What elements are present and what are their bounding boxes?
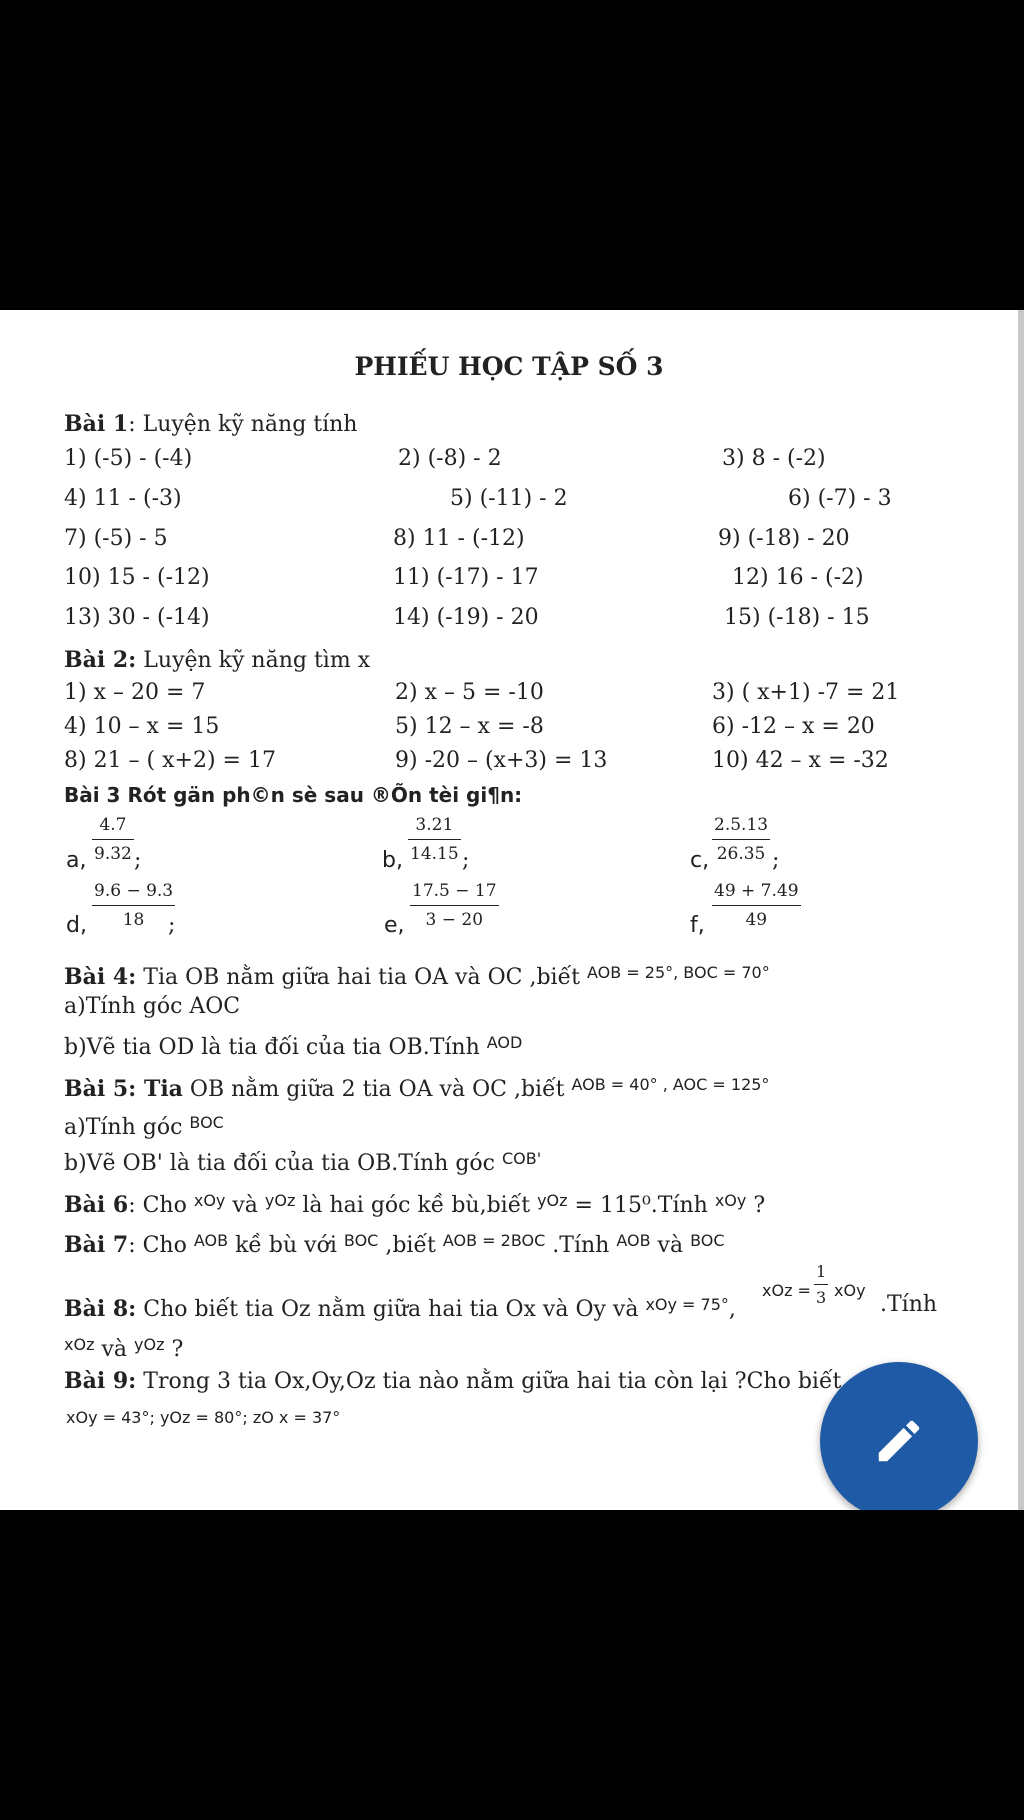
bai5-statement: Bài 5: Tia OB nằm giữa 2 tia OA và OC ,biết $^{AOB = 40^\circ , AOC = 125^\circ}$ xyxy=(64,1075,770,1102)
bai8-angle: xOy xyxy=(834,1281,866,1300)
page-title: PHIẾU HỌC TẬP SỐ 3 xyxy=(354,352,664,381)
bai2-item: 8) 21 – ( x+2) = 17 xyxy=(64,748,276,773)
fraction-sep: ; xyxy=(134,848,142,873)
fraction-label: f, xyxy=(690,913,705,938)
fraction-a: $\frac{4.7}{9.32}$ xyxy=(94,815,132,864)
fraction-d: $\frac{9.6 - 9.3}{18}$ xyxy=(94,881,174,930)
bai2-item: 3) ( x+1) -7 = 21 xyxy=(712,680,900,705)
bai1-heading: Bài 1: Luyện kỹ năng tính xyxy=(64,411,358,437)
bai1-item: 5) (-11) - 2 xyxy=(450,486,568,511)
bai1-item: 11) (-17) - 17 xyxy=(393,565,539,590)
bai1-item: 2) (-8) - 2 xyxy=(398,446,502,471)
bai5-part-b: b)Vẽ OB' là tia đối của tia OB.Tính góc $^{COB'}$ xyxy=(64,1149,542,1176)
bai8-statement: Bài 8: Cho biết tia Oz nằm giữa hai tia Ox và Oy và $^{xOy = 75^\circ}$, xyxy=(64,1295,736,1322)
bai9-angles: xOy = 43°; yOz = 80°; zO x = 37° xyxy=(66,1408,341,1427)
bai1-item: 3) 8 - (-2) xyxy=(722,446,826,471)
bai1-item: 7) (-5) - 5 xyxy=(64,526,168,551)
page-edge xyxy=(1018,310,1024,1510)
fraction-e: $\frac{17.5 - 17}{3 - 20}$ xyxy=(412,881,497,930)
bai4-statement: Bài 4: Tia OB nằm giữa hai tia OA và OC ,biết $^{AOB = 25^\circ, BOC = 70^\circ}$ xyxy=(64,963,770,990)
bai9-statement: Bài 9: Trong 3 tia Ox,Oy,Oz tia nào nằm giữa hai tia còn lại ?Cho biết xyxy=(64,1368,842,1394)
bai1-item: 9) (-18) - 20 xyxy=(718,526,850,551)
fraction-label: a, xyxy=(66,848,87,873)
bai7-statement: Bài 7: Cho $^{AOB}$ kề bù với $^{BOC}$ ,biết $^{AOB = 2BOC}$ .Tính $^{AOB}$ và $^{BOC}$ xyxy=(64,1231,725,1258)
bai1-item: 1) (-5) - (-4) xyxy=(64,446,193,471)
bai4-part-a: a)Tính góc AOC xyxy=(64,994,241,1019)
bai8-tinh: .Tính xyxy=(880,1292,938,1317)
fraction-c: $\frac{2.5.13}{26.35}$ xyxy=(714,815,769,864)
bai4-part-b: b)Vẽ tia OD là tia đối của tia OB.Tính $^{AOD}$ xyxy=(64,1033,523,1060)
fraction-sep: ; xyxy=(462,848,470,873)
fraction-sep: ; xyxy=(168,913,176,938)
bai8-fraction: $\frac{1}{3}$ xyxy=(816,1262,827,1307)
bai2-item: 9) -20 – (x+3) = 13 xyxy=(395,748,608,773)
fraction-f: $\frac{49 + 7.49}{49}$ xyxy=(714,881,799,930)
bai2-item: 1) x – 20 = 7 xyxy=(64,680,206,705)
bai6-statement: Bài 6: Cho $^{xOy}$ và $^{yOz}$ là hai góc kề bù,biết $^{yOz}$ = 115⁰.Tính $^{xOy}$ ? xyxy=(64,1191,766,1218)
bai1-item: 14) (-19) - 20 xyxy=(393,605,539,630)
bai2-item: 4) 10 – x = 15 xyxy=(64,714,220,739)
bai1-item: 13) 30 - (-14) xyxy=(64,605,210,630)
bai2-item: 5) 12 – x = -8 xyxy=(395,714,544,739)
bai3-heading: Bài 3 Rót gän ph©n sè sau ®Õn tèi gi¶n: xyxy=(64,783,523,807)
bai1-item: 6) (-7) - 3 xyxy=(788,486,892,511)
pencil-icon xyxy=(872,1414,926,1468)
bai2-item: 6) -12 – x = 20 xyxy=(712,714,875,739)
bai1-item: 10) 15 - (-12) xyxy=(64,565,210,590)
bai2-item: 2) x – 5 = -10 xyxy=(395,680,544,705)
edit-fab-button[interactable] xyxy=(820,1362,978,1520)
fraction-label: d, xyxy=(66,913,87,938)
bai5-part-a: a)Tính góc $^{BOC}$ xyxy=(64,1113,224,1140)
fraction-label: b, xyxy=(382,848,403,873)
fraction-b: $\frac{3.21}{14.15}$ xyxy=(410,815,459,864)
fraction-label: e, xyxy=(384,913,405,938)
bai1-item: 12) 16 - (-2) xyxy=(732,565,864,590)
bai1-item: 15) (-18) - 15 xyxy=(724,605,870,630)
bai2-item: 10) 42 – x = -32 xyxy=(712,748,889,773)
bai2-heading: Bài 2: Luyện kỹ năng tìm x xyxy=(64,647,371,673)
bai1-item: 8) 11 - (-12) xyxy=(393,526,525,551)
fraction-label: c, xyxy=(690,848,710,873)
bottom-black-bar xyxy=(0,1510,1024,1820)
bai1-item: 4) 11 - (-3) xyxy=(64,486,182,511)
bai8-question: $^{xOz}$ và $^{yOz}$ ? xyxy=(64,1335,184,1362)
fraction-sep: ; xyxy=(772,848,780,873)
bai8-relation: xOz = xyxy=(762,1281,811,1300)
